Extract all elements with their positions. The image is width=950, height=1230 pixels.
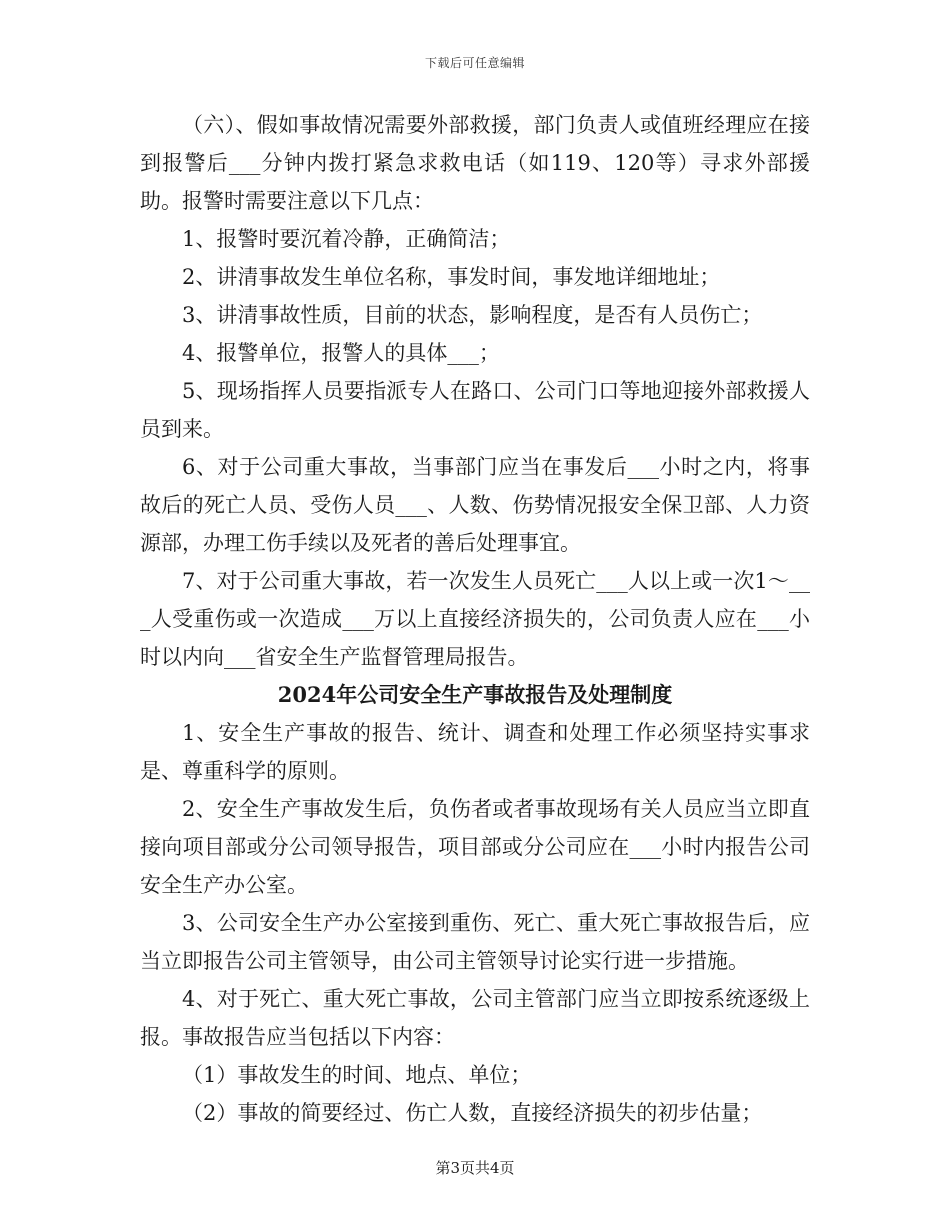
- paragraph-alarm-point-4: 4、报警单位，报警人的具体___；: [182, 341, 500, 365]
- paragraph-report-item-2: （2）事故的简要经过、伤亡人数，直接经济损失的初步估量；: [182, 1101, 763, 1125]
- paragraph-alarm-point-5: 5、现场指挥人员要指派专人在路口、公司门口等地迎接外部救援人员到来。: [140, 379, 810, 441]
- page-header: 下载后可任意编辑: [424, 56, 525, 70]
- paragraph-major-accident-6: 6、对于公司重大事故，当事部门应当在事发后___小时之内，将事故后的死亡人员、受伤人员___、人数、伤势情况报安全保卫部、人力资源部，办理工伤手续以及死者的善后处理事宜。: [140, 455, 810, 555]
- paragraph-rule-3: 3、公司安全生产办公室接到重伤、死亡、重大死亡事故报告后，应当立即报告公司主管领导，由公司主管领导讨论实行进一步措施。: [140, 911, 810, 973]
- paragraph-alarm-point-1: 1、报警时要沉着冷静，正确简洁；: [182, 227, 511, 251]
- document-body: [140, 106, 810, 1132]
- section-title: 2024年公司安全生产事故报告及处理制度: [277, 682, 673, 707]
- paragraph-rule-1: 1、安全生产事故的报告、统计、调查和处理工作必须坚持实事求是、尊重科学的原则。: [140, 721, 810, 783]
- paragraph-emergency-rescue: （六）、假如事故情况需要外部救援，部门负责人或值班经理应在接到报警后___分钟内拨打紧急求救电话（如119、120等）寻求外部援助。报警时需要注意以下几点：: [140, 113, 810, 213]
- paragraph-major-accident-7: 7、对于公司重大事故，若一次发生人员死亡___人以上或一次1～___人受重伤或一次造成___万以上直接经济损失的，公司负责人应在___小时以内向___省安全生产监督管理局报告。: [140, 569, 810, 669]
- page-footer: 第3页共4页: [435, 1159, 515, 1177]
- paragraph-rule-2: 2、安全生产事故发生后，负伤者或者事故现场有关人员应当立即直接向项目部或分公司领导报告，项目部或分公司应在___小时内报告公司安全生产办公室。: [140, 797, 810, 897]
- paragraph-report-item-1: （1）事故发生的时间、地点、单位；: [182, 1063, 532, 1087]
- paragraph-alarm-point-3: 3、讲清事故性质，目前的状态，影响程度，是否有人员伤亡；: [182, 303, 763, 327]
- paragraph-rule-4: 4、对于死亡、重大死亡事故，公司主管部门应当立即按系统逐级上报。事故报告应当包括以下内容：: [140, 987, 810, 1049]
- paragraph-alarm-point-2: 2、讲清事故发生单位名称，事发时间，事发地详细地址；: [182, 265, 721, 289]
